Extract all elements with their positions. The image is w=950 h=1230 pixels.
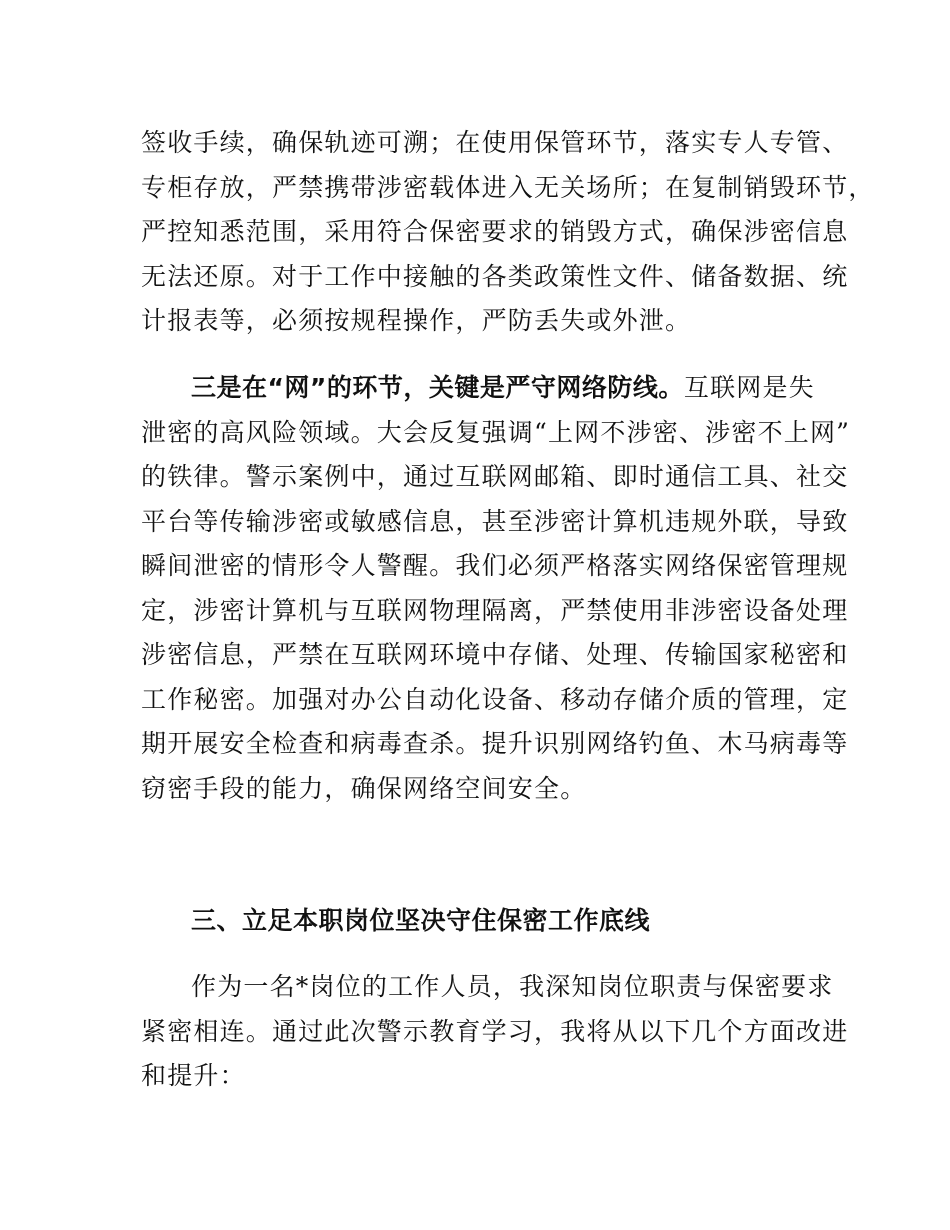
text-line: 无法还原。对于工作中接触的各类政策性文件、储备数据、统	[141, 261, 849, 291]
text-line: 定，涉密计算机与互联网物理隔离，严禁使用非涉密设备处理	[141, 595, 849, 625]
text-line: 平台等传输涉密或敏感信息，甚至涉密计算机违规外联，导致	[141, 506, 849, 536]
text-line: 紧密相连。通过此次警示教育学习，我将从以下几个方面改进	[141, 1016, 849, 1046]
text-line: 签收手续，确保轨迹可溯；在使用保管环节，落实专人专管、	[141, 128, 849, 157]
text-line: 涉密信息，严禁在互联网环境中存储、处理、传输国家秘密和	[141, 640, 849, 669]
text-line: 瞬间泄密的情形令人警醒。我们必须严格落实网络保密管理规	[141, 551, 849, 580]
text-line: 的铁律。警示案例中，通过互联网邮箱、即时通信工具、社交	[141, 462, 849, 491]
paragraph-lead: 三是在“网”的环节，关键是严守网络防线。	[191, 373, 684, 402]
section-heading-container	[141, 899, 831, 944]
paragraph-continuation	[141, 121, 875, 344]
section-heading: 三、立足本职岗位坚决守住保密工作底线	[191, 906, 651, 935]
text-line: 严控知悉范围，采用符合保密要求的销毁方式，确保涉密信息	[141, 217, 849, 246]
text-line: 工作秘密。加强对办公自动化设备、移动存储介质的管理，定	[141, 684, 849, 714]
text-line	[141, 366, 831, 411]
text-line: 计报表等，必须按规程操作，严防丢失或外泄。	[141, 306, 692, 335]
text-line: 和提升：	[141, 1061, 246, 1090]
paragraph-lead-rest: 互联网是失	[683, 373, 815, 402]
text-line: 窃密手段的能力，确保网络空间安全。	[141, 773, 587, 803]
paragraph-role	[141, 965, 849, 1099]
text-line: 期开展安全检查和病毒查杀。提升识别网络钓鱼、木马病毒等	[141, 729, 849, 758]
text-line: 泄密的高风险领域。大会反复强调“上网不涉密、涉密不上网”	[141, 417, 851, 447]
text-line: 作为一名*岗位的工作人员，我深知岗位职责与保密要求	[191, 972, 834, 1001]
paragraph-network	[141, 366, 851, 811]
text-line: 专柜存放，严禁携带涉密载体进入无关场所；在复制销毁环节，	[141, 172, 875, 202]
